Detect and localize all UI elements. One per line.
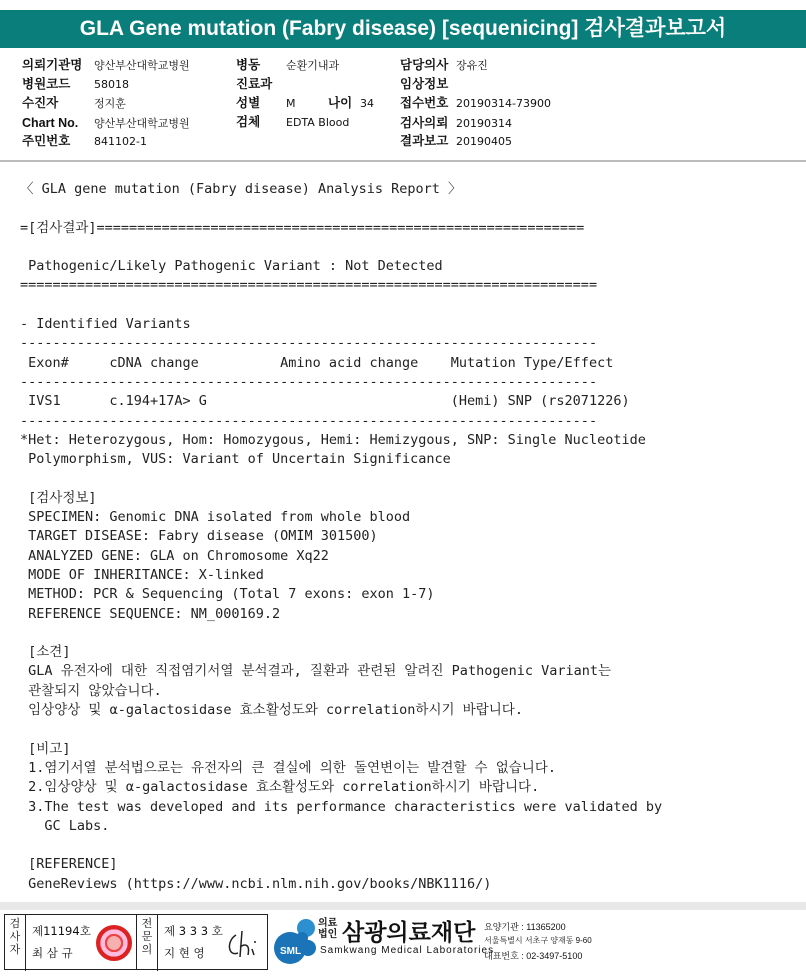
signature [224, 927, 264, 961]
value-sex: M [286, 97, 296, 110]
label-age: 나이 [328, 96, 353, 110]
report-line: 2.임상양상 및 α-galactosidase 효소활성도와 correlation하시기 바랍니다. [20, 779, 540, 796]
org-name: 삼광의료재단 [342, 919, 476, 945]
value-age: 34 [360, 97, 374, 110]
seal-stamp [96, 925, 132, 961]
value-hospital-code: 58018 [94, 78, 129, 91]
label-specimen: 검체 [236, 115, 261, 129]
report-line: GLA 유전자에 대한 직접염기서열 분석결과, 질환과 관련된 알려진 Pathogenic Variant는 [20, 663, 612, 680]
signature-box [4, 914, 268, 970]
label-ward: 병동 [236, 58, 261, 72]
value-doctor: 장유진 [456, 59, 488, 72]
report-line: Pathogenic/Likely Pathogenic Variant : Not Detected [20, 258, 443, 275]
info-row [236, 56, 396, 75]
org-code: 요양기관 : 11365200 [484, 922, 566, 932]
label-resident-no: 주민번호 [22, 134, 71, 148]
doctor-id: 제 3 3 3 호 [164, 924, 223, 938]
doctor-name: 지 현 영 [164, 946, 205, 960]
report-line [20, 469, 800, 488]
label-request-date: 검사의뢰 [400, 116, 449, 130]
report-line: 3.The test was developed and its performance characteristics were validated by [20, 798, 663, 815]
org-english-name: Samkwang Medical Laboratories [320, 945, 495, 956]
report-line [20, 836, 800, 855]
label-sex: 성별 [236, 96, 261, 110]
label-chart-no: Chart No. [22, 116, 79, 130]
report-line [20, 238, 800, 257]
info-row [400, 114, 600, 133]
tester-label-text: 검 사 자 [9, 917, 21, 956]
report-line: ----------------------------------------------------------------------- [20, 373, 598, 390]
report-line [20, 199, 800, 218]
org-address: 서울특별시 서초구 양재동 9-60 [484, 936, 592, 945]
report-line: ----------------------------------------------------------------------- [20, 412, 598, 429]
report-line: ======================================================================= [20, 277, 598, 294]
value-hospital: 양산부산대학교병원 [94, 59, 190, 72]
label-clinical-info: 임상정보 [400, 77, 449, 91]
patient-info [22, 56, 802, 156]
info-row [400, 132, 600, 151]
report-line: GC Labs. [20, 817, 110, 834]
org-phone: 대표번호 : 02-3497-5100 [484, 951, 583, 961]
report-line: 〈 GLA gene mutation (Fabry disease) Analysis Report 〉 [20, 181, 462, 197]
report-line: REFERENCE SEQUENCE: NM_000169.2 [20, 605, 281, 622]
footer-divider [0, 902, 806, 910]
label-report-date: 결과보고 [400, 134, 449, 148]
value-request-date: 20190314 [456, 117, 512, 130]
doctor-cell [158, 915, 266, 969]
report-line: 1.염기서열 분석법으로는 유전자의 큰 결실에 의한 돌연변이는 발견할 수 없습니다. [20, 759, 557, 776]
info-row [22, 114, 242, 133]
report-line [20, 296, 800, 315]
label-hospital: 의뢰기관명 [22, 58, 83, 72]
label-department: 진료과 [236, 77, 273, 91]
info-row [236, 113, 396, 132]
report-line: ----------------------------------------------------------------------- [20, 335, 598, 352]
org-type: 의료법인 [318, 918, 338, 940]
report-line: 임상양상 및 α-galactosidase 효소활성도와 correlation하시기 바랍니다. [20, 702, 523, 719]
report-line: TARGET DISEASE: Fabry disease (OMIM 301500) [20, 528, 378, 545]
tester-id: 제11194호 [32, 924, 91, 938]
value-specimen: EDTA Blood [286, 116, 350, 129]
report-line: ANALYZED GENE: GLA on Chromosome Xq22 [20, 547, 329, 564]
report-line: [소견] [20, 644, 71, 661]
report-line: GeneReviews (https://www.ncbi.nlm.nih.gov/books/NBK1116/) [20, 875, 492, 892]
value-report-date: 20190405 [456, 135, 512, 148]
sml-logo [272, 914, 318, 972]
report-line: =[검사결과]============================================================ [20, 219, 585, 236]
label-doctor: 담당의사 [400, 58, 449, 72]
value-ward: 순환기내과 [286, 59, 340, 72]
value-patient: 정지훈 [94, 97, 126, 110]
report-line: Exon# cDNA change Amino acid change Mutation Type/Effect [20, 354, 614, 371]
report-title: GLA Gene mutation (Fabry disease) [sequenicing] 검사결과보고서 [0, 10, 806, 48]
report-line: MODE OF INHERITANCE: X-linked [20, 566, 264, 583]
header-divider [0, 160, 806, 162]
tester-cell [26, 915, 137, 969]
report-line: Polymorphism, VUS: Variant of Uncertain Significance [20, 451, 451, 468]
label-hospital-code: 병원코드 [22, 77, 71, 91]
report-line: [REFERENCE] [20, 856, 118, 873]
doctor-label [137, 915, 158, 971]
report-line [20, 624, 800, 643]
info-row [236, 94, 396, 113]
info-row [22, 56, 242, 75]
value-chart-no: 양산부산대학교병원 [94, 117, 190, 130]
report-line [20, 720, 800, 739]
label-patient: 수진자 [22, 96, 59, 110]
tester-label [5, 915, 26, 971]
report-line: [비고] [20, 740, 71, 757]
report-line: 관찰되지 않았습니다. [20, 682, 162, 699]
report-line: [검사정보] [20, 489, 97, 506]
report-body [20, 180, 800, 894]
doctor-label-text: 전 문 의 [141, 917, 153, 956]
report-line: *Het: Heterozygous, Hom: Homozygous, Hemi: Hemizygous, SNP: Single Nucleotide [20, 431, 646, 448]
info-row [22, 132, 242, 151]
info-row [22, 94, 242, 113]
info-row [400, 94, 600, 113]
tester-name: 최 삼 규 [32, 946, 73, 960]
info-row [236, 75, 396, 94]
report-line: SPECIMEN: Genomic DNA isolated from whole blood [20, 509, 411, 526]
report-line: IVS1 c.194+17A> G (Hemi) SNP (rs2071226) [20, 393, 630, 410]
value-resident-no: 841102-1 [94, 135, 147, 148]
info-row [400, 75, 600, 94]
logo-text: SML [280, 946, 302, 957]
info-row [400, 56, 600, 75]
report-line: - Identified Variants [20, 316, 191, 333]
info-row [22, 75, 242, 94]
report-line: METHOD: PCR & Sequencing (Total 7 exons: exon 1-7) [20, 586, 435, 603]
value-receipt-no: 20190314-73900 [456, 97, 551, 110]
label-receipt-no: 접수번호 [400, 96, 449, 110]
